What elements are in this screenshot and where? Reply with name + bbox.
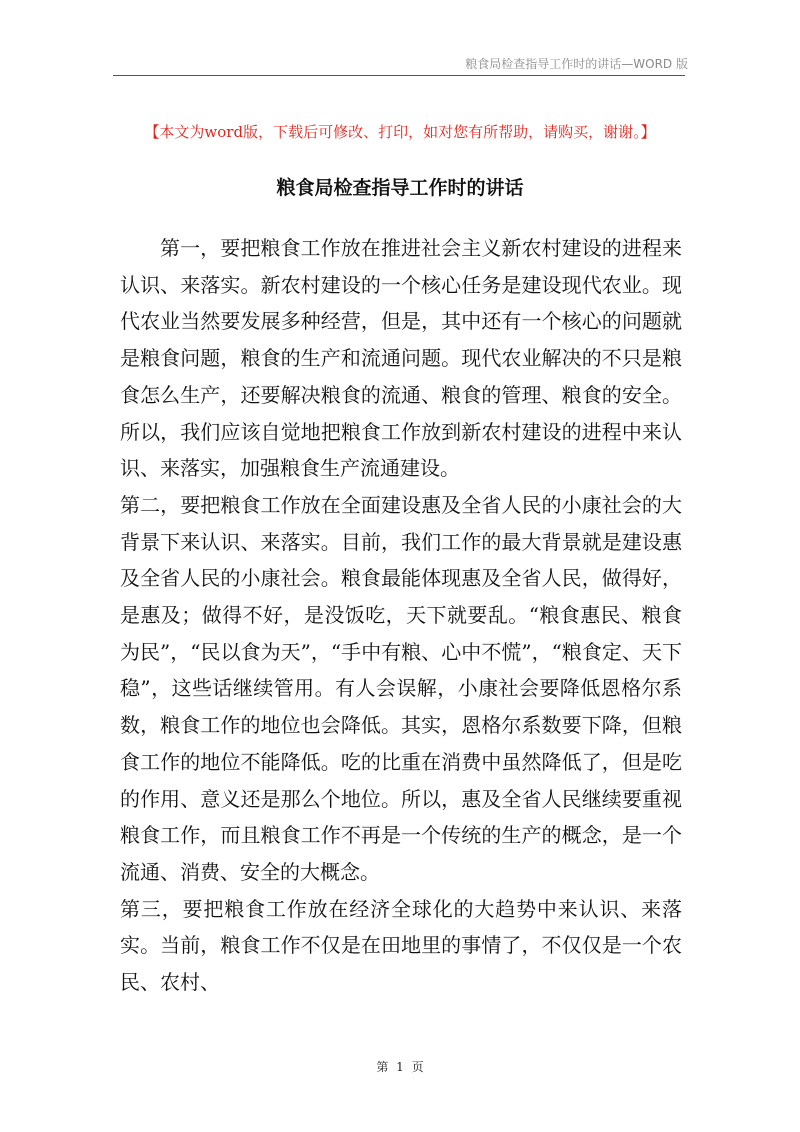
page-footer bbox=[0, 1058, 800, 1075]
footer-prefix: 第 bbox=[376, 1060, 389, 1074]
header-divider bbox=[113, 75, 685, 76]
paragraph-2: 第二，要把粮食工作放在全面建设惠及全省人民的小康社会的大背景下来认识、来落实。目前，我们工作的最大背景就是建设惠及全省人民的小康社会。粮食最能体现惠及全省人民，做得好，是惠及；做得不好，是没饭吃，天下就要乱。“粮食惠民、粮食为民”，“民以食为天”，“手中有粮、心中不慌”，“粮食定、天下稳”，这些话继续管用。有人会误解，小康社会要降低恩格尔系数，粮食工作的地位也会降低。其实，恩格尔系数要下降，但粮食工作的地位不能降低。吃的比重在消费中虽然降低了，但是吃的作用、意义还是那么个地位。所以，惠及全省人民继续要重视粮食工作，而且粮食工作不再是一个传统的生产的概念，是一个流通、消费、安全的大概念。 bbox=[120, 492, 682, 884]
paragraph-1: 第一，要把粮食工作放在推进社会主义新农村建设的进程来认识、来落实。新农村建设的一个核心任务是建设现代农业。现代农业当然要发展多种经营，但是，其中还有一个核心的问题就是粮食问题，粮食的生产和流通问题。现代农业解决的不只是粮食怎么生产，还要解决粮食的流通、粮食的管理、粮食的安全。所以，我们应该自觉地把粮食工作放到新农村建设的进程中来认识、来落实，加强粮食生产流通建设。 bbox=[120, 236, 682, 481]
document-body bbox=[120, 230, 682, 1001]
download-notice: 【本文为word版，下载后可修改、打印，如对您有所帮助，请购买，谢谢。】 bbox=[144, 123, 656, 141]
document-title: 粮食局检查指导工作时的讲话 bbox=[276, 177, 524, 199]
footer-suffix: 页 bbox=[411, 1060, 424, 1074]
paragraph-3: 第三，要把粮食工作放在经济全球化的大趋势中来认识、来落实。当前，粮食工作不仅是在田地里的事情了，不仅仅是一个农民、农村、 bbox=[120, 896, 682, 995]
running-header: 粮食局检查指导工作时的讲话—WORD 版 bbox=[465, 57, 688, 71]
page-number: 1 bbox=[396, 1060, 404, 1074]
